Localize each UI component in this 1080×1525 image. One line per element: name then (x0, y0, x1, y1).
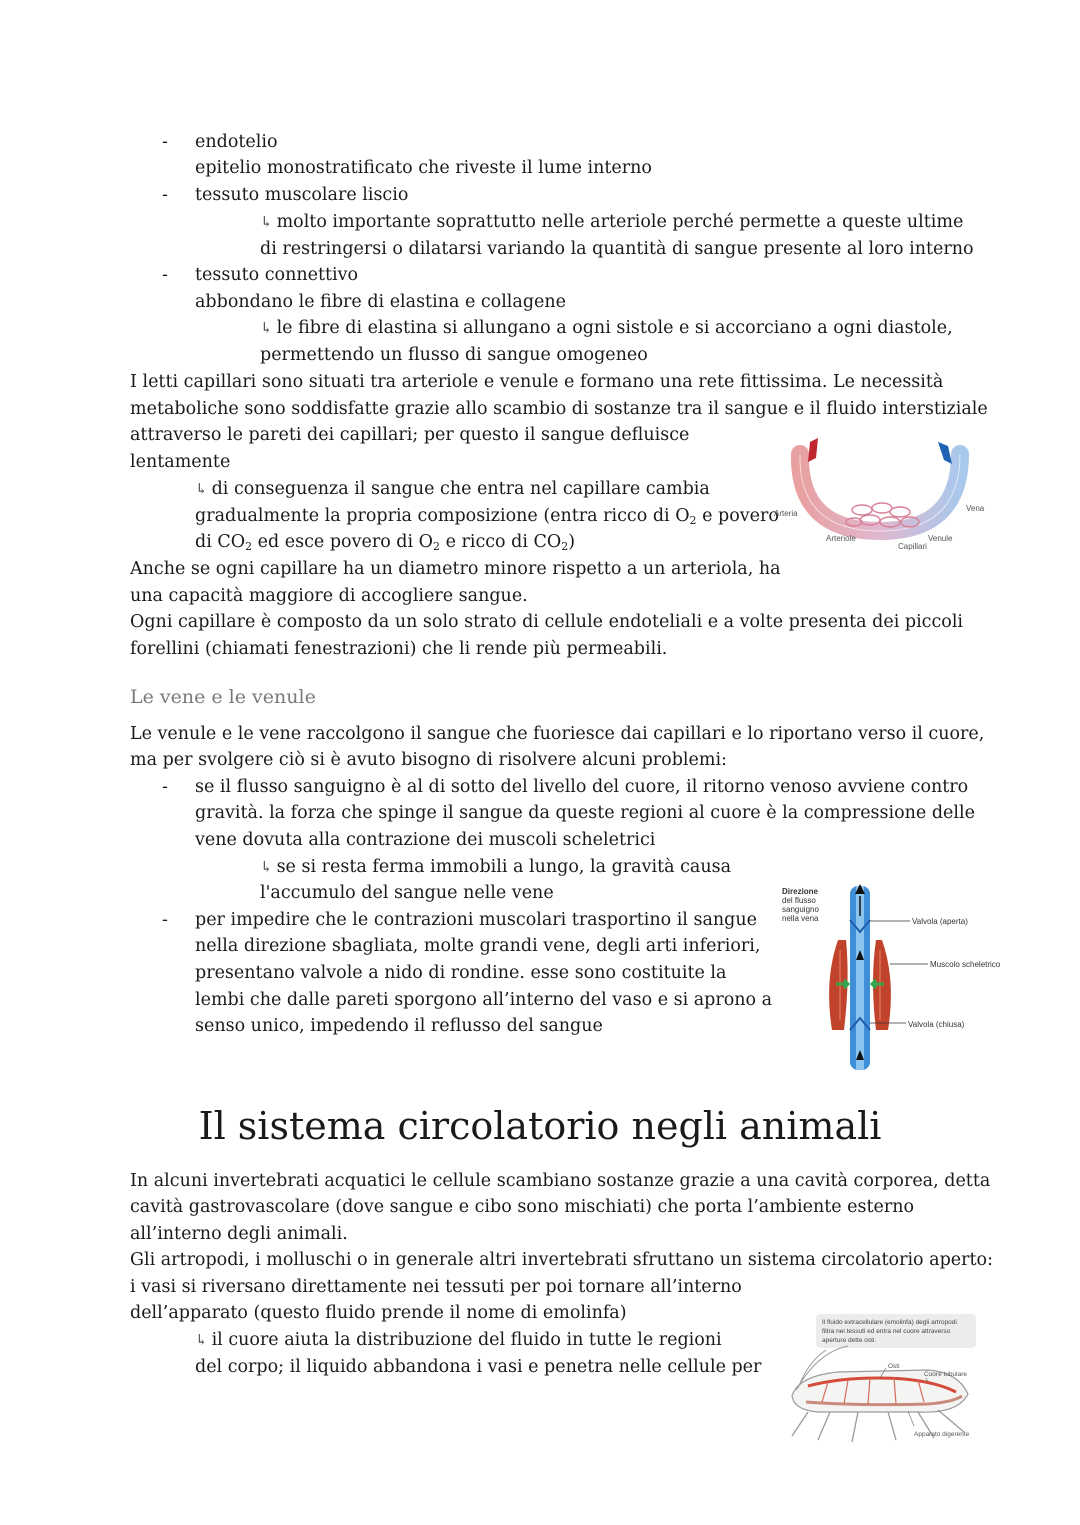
paragraph-line: cavità gastrovascolare (dove sangue e cibo sono mischiati) che porta l’ambiente esterno (130, 1197, 915, 1217)
fig2-label-muscle: Muscolo scheletrico (930, 960, 1001, 969)
paragraph-note: di $CO_2$ ed esce povero di $O_2$ e ricco di $CO_2$) (195, 532, 576, 553)
page-title: Il sistema circolatorio negli animali (198, 1104, 882, 1148)
list-note: l'accumulo del sangue nelle vene (260, 883, 554, 903)
paragraph-line: forellini (chiamati fenestrazioni) che li rende più permeabili. (130, 639, 668, 659)
fig1-label-vena: Vena (966, 504, 985, 513)
list-item-text: presentano valvole a nido di rondine. esse sono costituite la (195, 963, 727, 983)
bullet-dash: - (162, 185, 168, 205)
paragraph-line: Le venule e le vene raccolgono il sangue che fuoriesce dai capillari e lo riportano verso il cuore, (130, 724, 985, 744)
list-item-text: abbondano le fibre di elastina e collagene (195, 292, 567, 312)
fig1-label-capillari: Capillari (898, 542, 927, 551)
fig3-label-osti: Osti (888, 1363, 900, 1370)
bullet-dash: - (162, 910, 168, 930)
fig3-label-digestive: Apparato digerente (914, 1431, 970, 1438)
paragraph-line: una capacità maggiore di accogliere sangue. (130, 586, 528, 606)
paragraph-note: ↳ di conseguenza il sangue che entra nel capillare cambia (195, 479, 710, 499)
section-heading: Le vene e le venule (130, 686, 316, 708)
bullet-dash: - (162, 265, 168, 285)
list-item-text: lembi che dalle pareti sporgono all’interno del vaso e si aprono a (195, 990, 773, 1010)
list-note: ↳ molto importante soprattutto nelle arteriole perché permette a queste ultime (260, 212, 964, 232)
paragraph-note: ↳ il cuore aiuta la distribuzione del fluido in tutte le regioni (195, 1330, 722, 1350)
list-item-text: senso unico, impedendo il reflusso del sangue (195, 1016, 603, 1036)
fig3-label-heart: Cuore tubulare (924, 1371, 967, 1378)
fig1-label-venule: Venule (928, 534, 953, 543)
paragraph-line: dell’apparato (questo fluido prende il nome di emolinfa) (130, 1303, 627, 1323)
arrow-icon: ↳ (260, 319, 273, 337)
list-note: di restringersi o dilatarsi variando la quantità di sangue presente al loro interno (260, 239, 974, 259)
bullet-dash: - (162, 777, 168, 797)
fig2-label-direction: nella vena (782, 914, 819, 923)
paragraph-line: Ogni capillare è composto da un solo strato di cellule endoteliali e a volte presenta dei piccoli (130, 612, 964, 632)
bullet-dash: - (162, 132, 168, 152)
list-note: permettendo un flusso di sangue omogeneo (260, 345, 648, 365)
arthropod-circulation-figure (778, 1312, 988, 1448)
fig2-label-direction: del flusso (782, 896, 816, 905)
paragraph-line: I letti capillari sono situati tra arteriole e venule e formano una rete fittissima. Le necessità (130, 372, 944, 392)
fig1-label-arteriole: Arteriole (826, 534, 856, 543)
paragraph-note: del corpo; il liquido abbandona i vasi e penetra nelle cellule per (195, 1357, 762, 1377)
list-item-text: epitelio monostratificato che riveste il lume interno (195, 158, 652, 178)
list-item-title: tessuto connettivo (195, 265, 359, 285)
paragraph-line: Anche se ogni capillare ha un diametro minore rispetto a un arteriola, ha (130, 559, 781, 579)
list-item-text: gravità. la forza che spinge il sangue da queste regioni al cuore è la compressione delle (195, 803, 975, 823)
arrow-icon: ↳ (260, 213, 273, 231)
list-item-title: tessuto muscolare liscio (195, 185, 409, 205)
fig2-label-direction: sanguigno (782, 905, 819, 914)
list-note: ↳ le fibre di elastina si allungano a ogni sistole e si accorciano a ogni diastole, (260, 318, 953, 338)
fig2-label-direction: Direzione (782, 887, 819, 896)
paragraph-line: In alcuni invertebrati acquatici le cellule scambiano sostanze grazie a una cavità corporea, detta (130, 1171, 991, 1191)
fig2-label-valve-closed: Valvola (chiusa) (908, 1020, 965, 1029)
fig3-caption: aperture dette osti. (822, 1337, 877, 1344)
fig2-label-valve-open: Valvola (aperta) (912, 917, 968, 926)
fig3-caption: filtra nei tessuti ed entra nel cuore attraverso (822, 1328, 951, 1335)
list-item-title: endotelio (195, 132, 278, 152)
list-item-text: se il flusso sanguigno è al di sotto del livello del cuore, il ritorno venoso avviene contro (195, 777, 969, 797)
list-item-text: nella direzione sbagliata, molte grandi vene, degli arti inferiori, (195, 936, 761, 956)
paragraph-note: gradualmente la propria composizione (entra ricco di $O_2$ e povero (195, 506, 779, 527)
fig1-label-arteria: Arteria (774, 509, 798, 518)
paragraph-line: i vasi si riversano direttamente nei tessuti per poi tornare all’interno (130, 1277, 742, 1297)
list-note: ↳ se si resta ferma immobili a lungo, la gravità causa (260, 857, 732, 877)
arrow-icon: ↳ (260, 858, 273, 876)
capillary-bed-figure (770, 436, 990, 558)
vein-valve-figure (780, 880, 1010, 1072)
paragraph-line: lentamente (130, 452, 231, 472)
paragraph-line: metaboliche sono soddisfatte grazie allo scambio di sostanze tra il sangue e il fluido interstiziale (130, 399, 988, 419)
paragraph-line: attraverso le pareti dei capillari; per questo il sangue defluisce (130, 425, 690, 445)
fig3-caption: Il fluido extracellulare (emolinfa) degli artropodi (822, 1319, 957, 1326)
paragraph-line: Gli artropodi, i molluschi o in generale altri invertebrati sfruttano un sistema circolatorio aperto: (130, 1250, 993, 1270)
arrow-icon: ↳ (195, 480, 208, 498)
list-item-text: vene dovuta alla contrazione dei muscoli scheletrici (195, 830, 656, 850)
list-item-text: per impedire che le contrazioni muscolari trasportino il sangue (195, 910, 757, 930)
paragraph-line: ma per svolgere ciò si è avuto bisogno di risolvere alcuni problemi: (130, 750, 727, 770)
paragraph-line: all’interno degli animali. (130, 1224, 348, 1244)
arrow-icon: ↳ (195, 1331, 208, 1349)
